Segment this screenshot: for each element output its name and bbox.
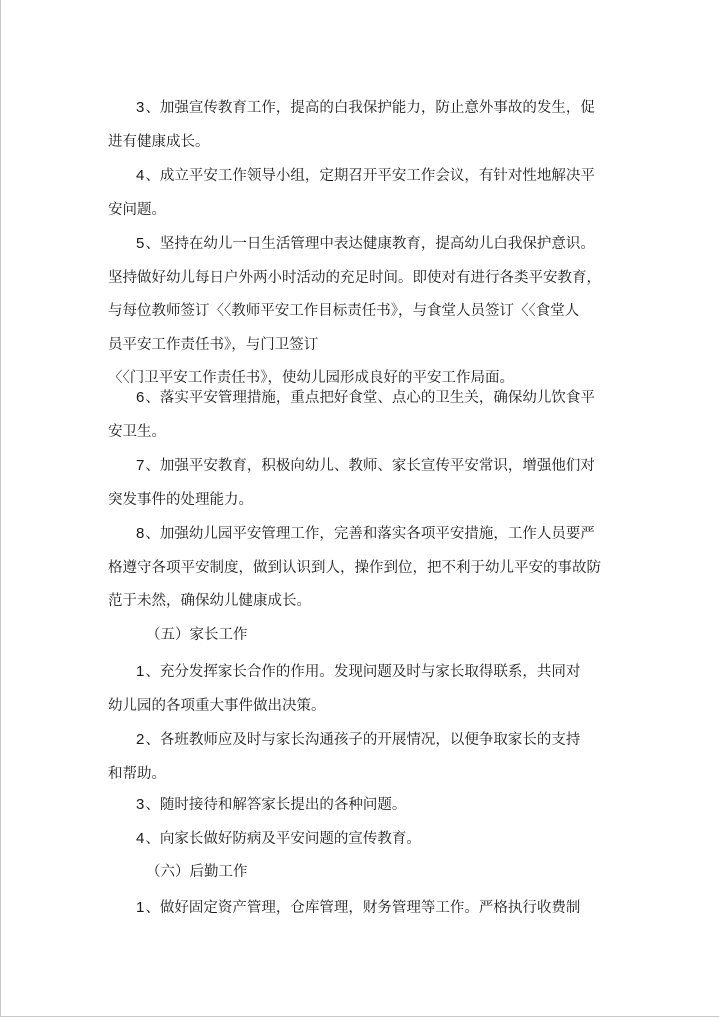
paragraph-item-4 xyxy=(108,159,595,227)
paragraph-line xyxy=(136,891,580,926)
section-heading-parents: （五）家长工作 xyxy=(146,627,248,643)
paragraph-line xyxy=(136,723,580,758)
paragraph-line xyxy=(136,381,595,416)
section-heading-logistics: （六）后勤工作 xyxy=(146,864,248,880)
paragraph-item-8 xyxy=(108,517,601,619)
line-text: 、充分发挥家长合作的作用。发现问题及时与家长取得联系，共同对 xyxy=(145,664,581,680)
item-number: 1 xyxy=(136,663,145,680)
line-text: 、加强宣传教育工作，提高的白我保护能力，防止意外事故的发生，促 xyxy=(145,100,595,116)
line-text: 、做好固定资产管理，仓库管理，财务管理等工作。严格执行收费制 xyxy=(145,900,581,916)
paragraph-line xyxy=(136,822,421,857)
item-number: 7 xyxy=(136,457,145,474)
item-number: 1 xyxy=(136,899,145,916)
paragraph-parents-item-4 xyxy=(136,822,421,857)
line-text: 、向家长做好防病及平安问题的宣传教育。 xyxy=(145,831,421,847)
paragraph-item-6 xyxy=(108,381,595,449)
item-number: 3 xyxy=(136,99,145,116)
paragraph-line: 安卫生。 xyxy=(108,423,166,440)
item-number: 2 xyxy=(136,731,145,748)
item-number: 6 xyxy=(136,389,145,406)
item-number: 4 xyxy=(136,830,145,847)
item-number: 4 xyxy=(136,167,145,184)
paragraph-line: 突发事件的处理能力。 xyxy=(108,491,253,508)
paragraph-line: 格遵守各项平安制度，做到认识到人，操作到位，把不利于幼儿平安的事故防 xyxy=(108,559,601,576)
line-text: 、各班教师应及时与家长沟通孩子的开展情况，以便争取家长的支持 xyxy=(145,732,581,748)
line-text: 、加强平安教育，积极向幼儿、教师、家长宣传平安常识，增强他们对 xyxy=(145,458,595,474)
paragraph-line: 安问题。 xyxy=(108,201,166,218)
paragraph-parents-item-3 xyxy=(136,788,406,823)
line-text: 、随时接待和解答家长提出的各种问题。 xyxy=(145,797,407,813)
paragraph-line: 和帮助。 xyxy=(108,765,166,782)
paragraph-line xyxy=(136,91,595,126)
paragraph-line xyxy=(136,227,601,262)
paragraph-parents-item-1 xyxy=(108,655,581,723)
item-number: 8 xyxy=(136,525,145,542)
paragraph-line xyxy=(136,788,406,823)
line-text: 、坚持在幼儿一日生活管理中表达健康教育，提高幼儿白我保护意识。 xyxy=(145,236,595,252)
line-text: 、加强幼儿园平安管理工作，完善和落实各项平安措施，工作人员要严 xyxy=(145,526,595,542)
paragraph-line: 幼儿园的各项重大事件做出决策。 xyxy=(108,697,326,714)
paragraph-line: 进有健康成长。 xyxy=(108,133,210,150)
paragraph-item-3 xyxy=(108,91,595,159)
paragraph-line xyxy=(136,449,595,484)
paragraph-line: 范于未然，确保幼儿健康成长。 xyxy=(108,593,311,609)
paragraph-line xyxy=(136,517,601,552)
paragraph-line: 与每位教师签订〈〈教师平安工作目标责任书》，与食堂人员签订〈〈食堂人 xyxy=(108,303,580,319)
paragraph-logistics-item-1 xyxy=(136,891,580,926)
paragraph-line: 员平安工作责任书》，与门卫签订 xyxy=(108,336,319,353)
paragraph-line: 〈〈门卫平安工作责任书》，使幼儿园形成良好的平安工作局面。 xyxy=(108,370,514,386)
line-text: 、成立平安工作领导小组，定期召开平安工作会议，有针对性地解决平 xyxy=(145,168,595,184)
paragraph-line xyxy=(136,159,595,194)
paragraph-line: 坚持做好幼儿每日户外两小时活动的充足时间。即使对有进行各类平安教育， xyxy=(108,269,601,286)
paragraph-item-5 xyxy=(108,227,601,396)
paragraph-line xyxy=(136,655,580,690)
item-number: 5 xyxy=(136,235,145,252)
item-number: 3 xyxy=(136,796,145,813)
paragraph-parents-item-2 xyxy=(108,723,581,791)
line-text: 、落实平安管理措施，重点把好食堂、点心的卫生关，确保幼儿饮食平 xyxy=(145,390,595,406)
paragraph-item-7 xyxy=(108,449,595,517)
